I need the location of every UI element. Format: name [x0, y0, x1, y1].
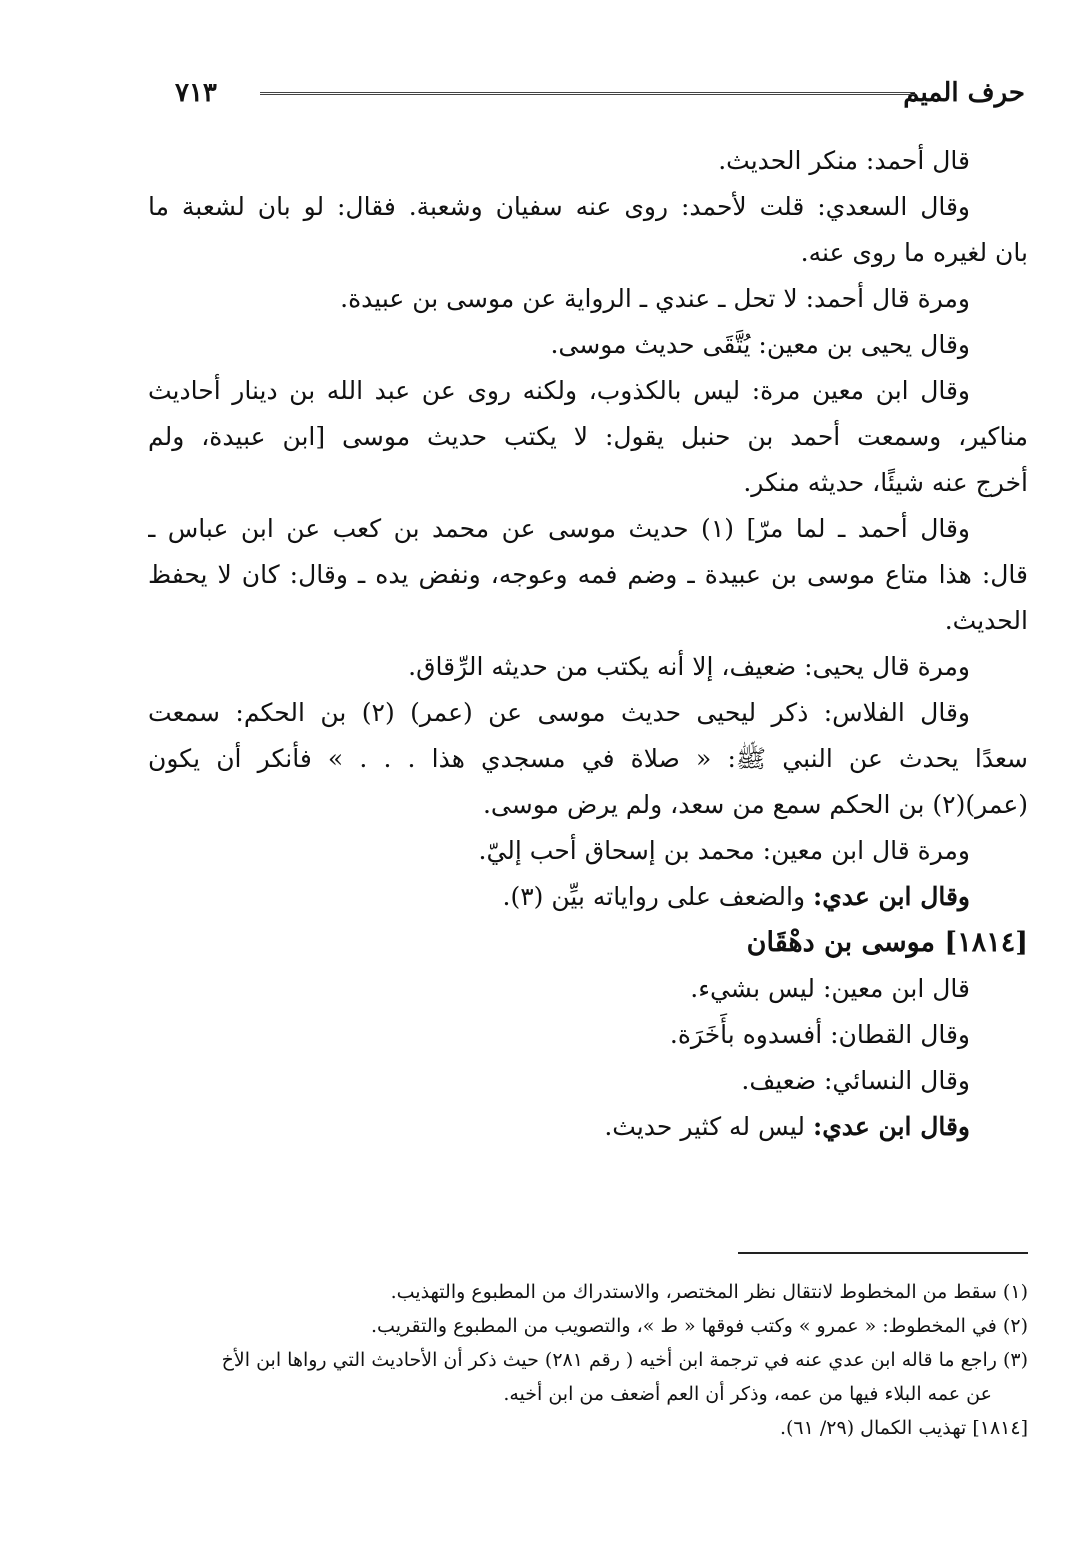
text-line: وقال ابن معين مرة: ليس بالكذوب، ولكنه روى عن عبد الله بن دينار أحاديث: [148, 376, 970, 405]
speaker-lead: وقال ابن عدي:: [813, 1112, 970, 1141]
speaker-lead: وقال ابن عدي:: [813, 882, 970, 911]
text-line: وقال يحيى بن معين: يُتَّقَى حديث موسى.: [550, 330, 970, 359]
entry-heading: [١٨١٤] موسى بن دهْقَان: [746, 927, 1028, 958]
text-line: قال أحمد: منكر الحديث.: [718, 146, 970, 175]
text-line: وقال السعدي: قلت لأحمد: روى عنه سفيان وشعبة. فقال: لو بان لشعبة ما: [148, 192, 970, 221]
text-line: سعدًا يحدث عن النبي ﷺ: « صلاة في مسجدي هذا . . . » فأنكر أن يكون: [148, 744, 1028, 773]
chapter-title: حرف الميم: [903, 78, 1025, 108]
text-line: [148, 874, 1028, 920]
footnotes: [148, 1275, 1028, 1445]
text-line: وقال القطان: أفسدوه بأَخَرَة.: [669, 1020, 970, 1049]
text-line: وقال الفلاس: ذكر ليحيى حديث موسى عن (عمر) (٢) بن الحكم: سمعت: [148, 698, 970, 727]
header-rule: [260, 92, 915, 95]
text-line: الحديث.: [944, 606, 1028, 635]
text-line: وقال النسائي: ضعيف.: [741, 1066, 970, 1095]
footnote: [١٨١٤] تهذيب الكمال (٢٩/ ٦١).: [779, 1417, 1028, 1439]
text-line: أخرج عنه شيئًا، حديثه منكر.: [743, 468, 1028, 497]
text-line: (عمر)(٢) بن الحكم سمع من سعد، ولم يرض موسى.: [482, 790, 1028, 819]
text-line: قال: هذا متاع موسى بن عبيدة ـ وضم فمه وعوجه، ونفض يده ـ وقال: كان لا يحفظ: [148, 560, 1028, 589]
footnote-divider: [738, 1252, 1028, 1254]
footnote: (٣) راجع ما قاله ابن عدي عنه في ترجمة ابن أخيه ( رقم ٢٨١) حيث ذكر أن الأحاديث التي رواها ابن الأخ: [221, 1349, 1028, 1371]
quote-text: والضعف على رواياته بيِّن (٣).: [502, 882, 806, 911]
text-line: [148, 1104, 1028, 1150]
text-line: ومرة قال أحمد: لا تحل ـ عندي ـ الرواية عن موسى بن عبيدة.: [340, 284, 970, 313]
text-line: وقال أحمد ـ لما مرّ] (١) حديث موسى عن محمد بن كعب عن ابن عباس ـ: [148, 514, 970, 543]
footnote: (٢) في المخطوط: « عمرو » وكتب فوقها « ط »، والتصويب من المطبوع والتقريب.: [371, 1315, 1028, 1337]
page-number: ٧١٣: [175, 78, 217, 108]
footnote: (١) سقط من المخطوط لانتقال نظر المختصر، والاستدراك من المطبوع والتهذيب.: [390, 1281, 1028, 1303]
text-line: قال ابن معين: ليس بشيء.: [690, 974, 970, 1003]
footnote-continuation: عن عمه البلاء فيها من عمه، وذكر أن العم أضعف من ابن أخيه.: [503, 1383, 992, 1405]
text-line: مناكير، وسمعت أحمد بن حنبل يقول: لا يكتب حديث موسى [ابن عبيدة، ولم: [148, 422, 1028, 451]
text-line: ومرة قال ابن معين: محمد بن إسحاق أحب إليّ.: [478, 836, 970, 865]
quote-text: ليس له كثير حديث.: [604, 1112, 806, 1141]
running-header: [175, 78, 1025, 114]
main-text: [148, 138, 1028, 1150]
text-line: ومرة قال يحيى: ضعيف، إلا أنه يكتب من حديثه الرِّقاق.: [408, 652, 970, 681]
text-line: بان لغيره ما روى عنه.: [800, 238, 1028, 267]
